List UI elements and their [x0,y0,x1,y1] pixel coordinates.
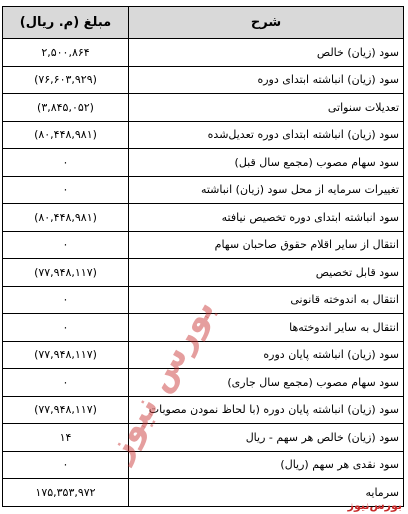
row-description: تعدیلات سنواتی [129,94,404,122]
row-description: انتقال به اندوخته قانونی [129,286,404,314]
row-description: سود سهام مصوب (مجمع سال جاری) [129,369,404,397]
row-amount: ۱۴ [3,424,129,452]
row-description: سود قابل تخصیص [129,259,404,287]
row-description: سود (زیان) انباشته پایان دوره (با لحاظ نمودن مصوبات [129,396,404,424]
row-description: انتقال از سایر اقلام حقوق صاحبان سهام [129,231,404,259]
row-amount: (۸۰,۴۴۸,۹۸۱) [3,121,129,149]
table-row [3,314,404,342]
row-description: سرمایه [129,479,404,507]
row-description: سود (زیان) انباشته پایان دوره [129,341,404,369]
table-row [3,94,404,122]
header-description: شرح [129,7,404,39]
row-description: سود (زیان) خالص [129,39,404,67]
table-header-row [3,7,404,39]
table-row [3,479,404,507]
table-row [3,231,404,259]
financial-statement [2,6,403,507]
table-row [3,66,404,94]
row-amount: (۷۷,۹۴۸,۱۱۷) [3,341,129,369]
row-amount: (۳,۸۴۵,۰۵۲) [3,94,129,122]
table-body [3,39,404,507]
row-description: سود نقدی هر سهم (ریال) [129,451,404,479]
table-row [3,259,404,287]
row-description: سود (زیان) انباشته ابتدای دوره [129,66,404,94]
row-amount: (۸۰,۴۴۸,۹۸۱) [3,204,129,232]
table-row [3,341,404,369]
row-description: انتقال به سایر اندوخته‌ها [129,314,404,342]
row-amount: ۰ [3,149,129,177]
table-row [3,369,404,397]
row-amount: ۰ [3,286,129,314]
row-description: سود (زیان) انباشته ابتدای دوره تعدیل‌شده [129,121,404,149]
row-amount: ۰ [3,451,129,479]
row-description: سود سهام مصوب (مجمع سال قبل) [129,149,404,177]
row-amount: (۷۷,۹۴۸,۱۱۷) [3,396,129,424]
header-amount: مبلغ (م. ریال) [3,7,129,39]
row-description: سود انباشته ابتدای دوره تخصیص نیافته [129,204,404,232]
row-amount: ۰ [3,176,129,204]
table-row [3,176,404,204]
row-amount: (۷۶,۶۰۳,۹۲۹) [3,66,129,94]
table-row [3,286,404,314]
row-amount: ۰ [3,369,129,397]
row-amount: (۷۷,۹۴۸,۱۱۷) [3,259,129,287]
table-row [3,451,404,479]
brand-label: بورس‌نیوز [347,499,402,512]
row-amount: ۲,۵۰۰,۸۶۴ [3,39,129,67]
row-amount: ۰ [3,231,129,259]
table-row [3,424,404,452]
table-row [3,121,404,149]
table-row [3,396,404,424]
row-amount: ۱۷۵,۳۵۳,۹۷۲ [3,479,129,507]
table-row [3,149,404,177]
row-amount: ۰ [3,314,129,342]
table-row [3,204,404,232]
row-description: سود (زیان) خالص هر سهم - ریال [129,424,404,452]
row-description: تغییرات سرمایه از محل سود (زیان) انباشته [129,176,404,204]
retained-earnings-table [2,6,404,507]
watermark-text: بورس نیوز [98,291,223,468]
table-row [3,39,404,67]
